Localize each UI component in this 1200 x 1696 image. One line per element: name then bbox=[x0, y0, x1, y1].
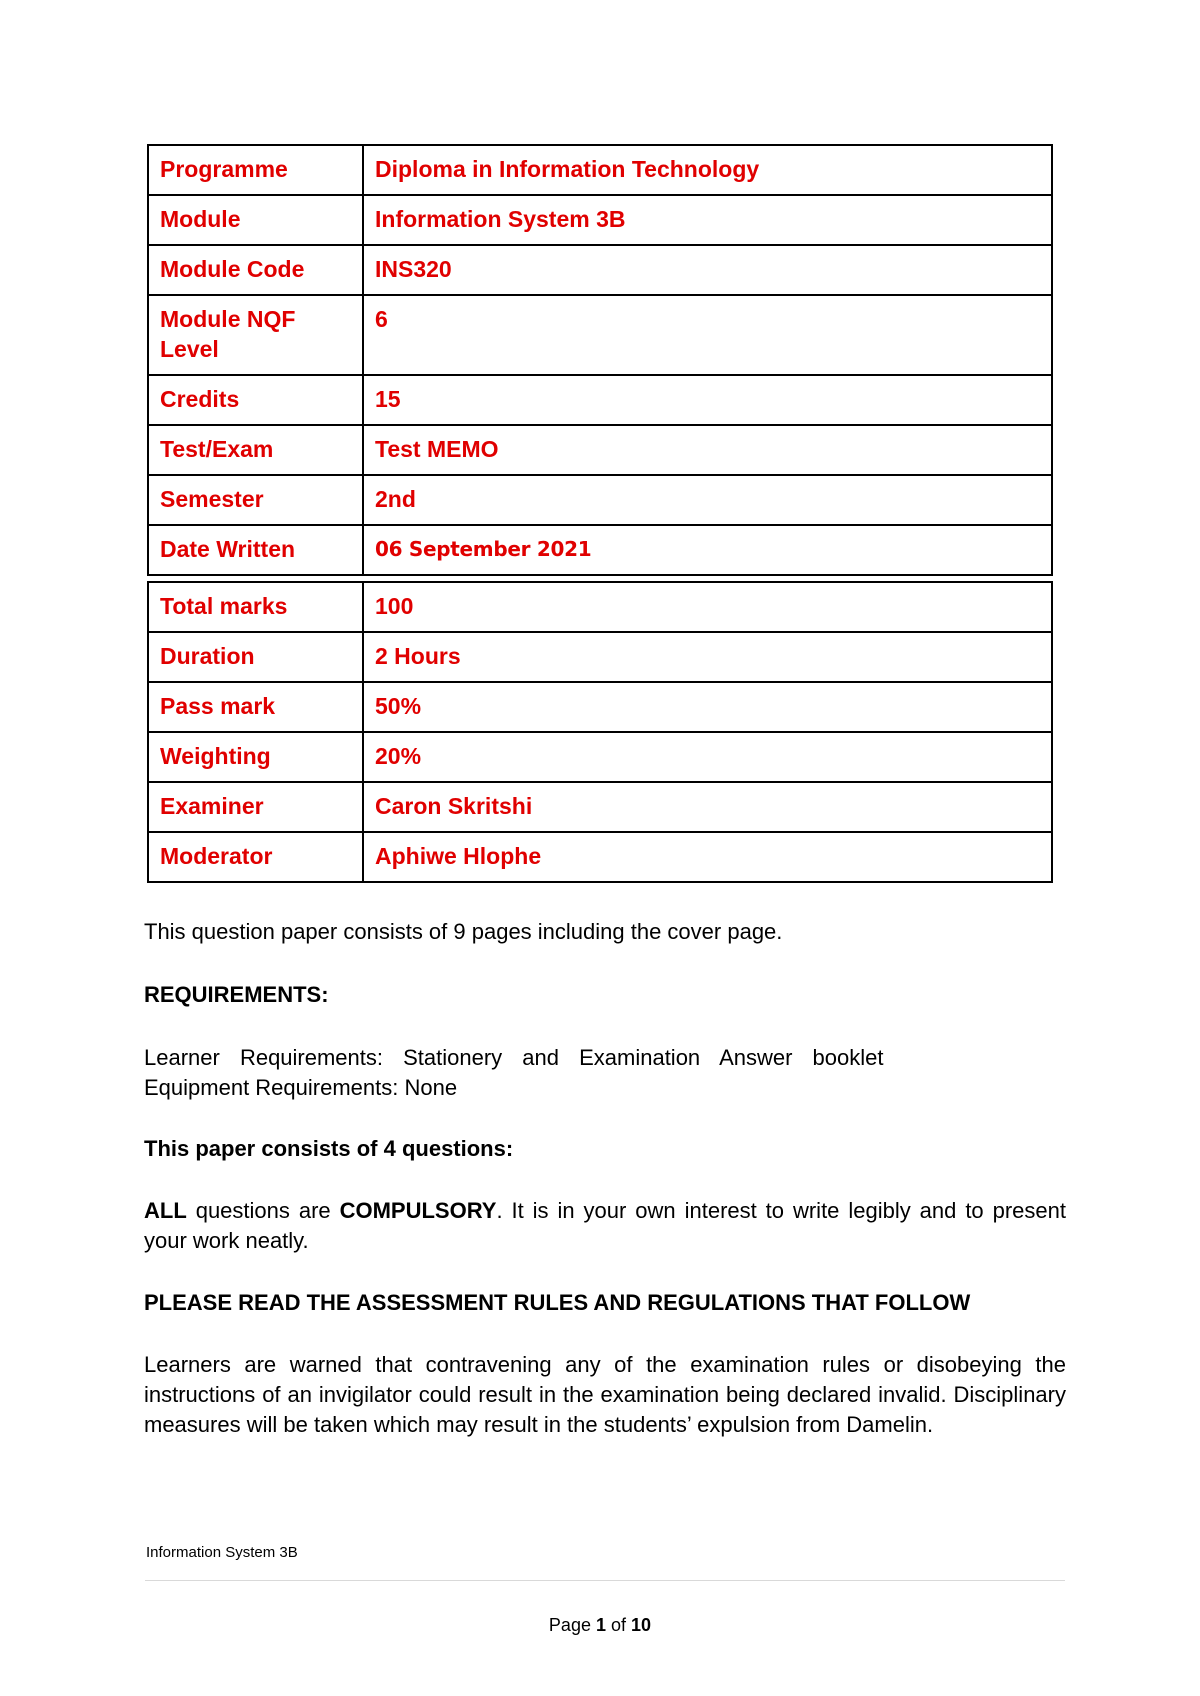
compulsory-rest: . It is in your own interest to write legibly and to present your work neatly. bbox=[144, 1198, 1066, 1253]
row-value: 15 bbox=[363, 375, 1052, 425]
footer-divider bbox=[145, 1580, 1065, 1581]
table-row bbox=[148, 782, 1052, 832]
compulsory-all: ALL bbox=[144, 1198, 187, 1223]
row-value: Diploma in Information Technology bbox=[363, 145, 1052, 195]
table-row bbox=[148, 425, 1052, 475]
learner-requirements: Learner Requirements: Stationery and Examination Answer booklet bbox=[144, 1045, 884, 1070]
row-label: Semester bbox=[148, 475, 363, 525]
compulsory-mid: questions are bbox=[186, 1198, 340, 1223]
row-value: 06 September 2021 bbox=[363, 525, 1052, 575]
row-label: Examiner bbox=[148, 782, 363, 832]
table-row bbox=[148, 525, 1052, 575]
row-value: 2nd bbox=[363, 475, 1052, 525]
row-label: Pass mark bbox=[148, 682, 363, 732]
requirements-heading: REQUIREMENTS: bbox=[144, 982, 329, 1007]
row-value: Test MEMO bbox=[363, 425, 1052, 475]
row-label: Credits bbox=[148, 375, 363, 425]
questions-note: This paper consists of 4 questions: bbox=[144, 1136, 514, 1161]
page-current: 1 bbox=[595, 1615, 606, 1635]
row-label: Module bbox=[148, 195, 363, 245]
table-row bbox=[148, 375, 1052, 425]
page-label: Page bbox=[548, 1615, 591, 1635]
table-row bbox=[148, 475, 1052, 525]
row-value: 50% bbox=[363, 682, 1052, 732]
table-row bbox=[148, 832, 1052, 882]
table-row bbox=[148, 582, 1052, 632]
page-number bbox=[0, 1615, 1200, 1636]
page-total: 10 bbox=[631, 1615, 652, 1635]
row-value: 2 Hours bbox=[363, 632, 1052, 682]
marks-info-table bbox=[147, 581, 1053, 883]
module-info-table bbox=[147, 144, 1053, 576]
table-row bbox=[148, 682, 1052, 732]
table-row bbox=[148, 295, 1052, 375]
row-value: 20% bbox=[363, 732, 1052, 782]
row-label: Module NQF Level bbox=[148, 295, 363, 375]
table-row bbox=[148, 732, 1052, 782]
footer-module-name: Information System 3B bbox=[146, 1544, 298, 1561]
table-row bbox=[148, 632, 1052, 682]
compulsory-note bbox=[144, 1196, 1066, 1256]
row-label: Date Written bbox=[148, 525, 363, 575]
row-label: Total marks bbox=[148, 582, 363, 632]
table-row bbox=[148, 145, 1052, 195]
pages-note: This question paper consists of 9 pages including the cover page. bbox=[144, 919, 783, 944]
compulsory-word: COMPULSORY bbox=[339, 1198, 497, 1223]
row-value: Information System 3B bbox=[363, 195, 1052, 245]
row-value: 6 bbox=[363, 295, 1052, 375]
row-label: Weighting bbox=[148, 732, 363, 782]
row-value: Caron Skritshi bbox=[363, 782, 1052, 832]
row-value: INS320 bbox=[363, 245, 1052, 295]
row-label: Duration bbox=[148, 632, 363, 682]
row-label: Module Code bbox=[148, 245, 363, 295]
row-label: Programme bbox=[148, 145, 363, 195]
rules-heading: PLEASE READ THE ASSESSMENT RULES AND REGULATIONS THAT FOLLOW bbox=[144, 1290, 971, 1315]
row-label: Moderator bbox=[148, 832, 363, 882]
equipment-requirements: Equipment Requirements: None bbox=[144, 1075, 458, 1100]
row-value: Aphiwe Hlophe bbox=[363, 832, 1052, 882]
row-value: 100 bbox=[363, 582, 1052, 632]
row-label: Test/Exam bbox=[148, 425, 363, 475]
warning-paragraph: Learners are warned that contravening any of the examination rules or disobeying the instructions of an invigilator could result in the examination being declared invalid. Disciplinary measures will be taken which may result in the students’ expulsion from Damelin. bbox=[144, 1352, 1066, 1437]
page-of: of bbox=[611, 1615, 627, 1635]
table-row bbox=[148, 195, 1052, 245]
table-row bbox=[148, 245, 1052, 295]
